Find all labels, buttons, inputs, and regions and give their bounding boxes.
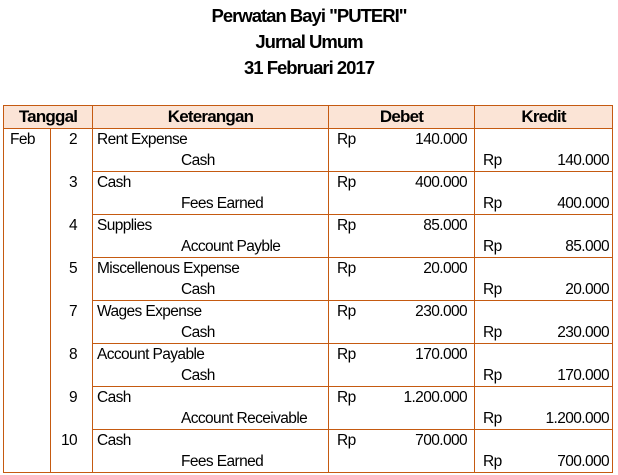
credit-amount-empty xyxy=(511,344,613,366)
entry-day: 5 xyxy=(51,258,93,301)
debit-amount-empty xyxy=(371,408,475,430)
debit-currency-empty xyxy=(329,236,371,258)
credit-currency: Rp xyxy=(475,408,511,430)
debit-currency: Rp xyxy=(337,174,356,191)
debit-amount: 400.000 xyxy=(371,172,475,194)
debit-currency: Rp xyxy=(337,346,356,363)
credit-account: Cash xyxy=(93,365,329,387)
credit-currency: Rp xyxy=(475,451,511,473)
credit-currency: Rp xyxy=(475,150,511,172)
credit-account: Account Receivable xyxy=(93,408,329,430)
credit-account: Cash xyxy=(93,322,329,344)
table-header-row xyxy=(4,106,613,129)
debit-amount-empty xyxy=(371,193,475,215)
journal-entry-debit-row xyxy=(4,258,613,280)
debit-currency: Rp xyxy=(337,432,356,449)
debit-currency-empty xyxy=(329,193,371,215)
credit-amount-empty xyxy=(511,387,613,409)
credit-amount: 400.000 xyxy=(511,193,613,215)
journal-entry-debit-row xyxy=(4,129,613,151)
credit-currency: Rp xyxy=(475,279,511,301)
debit-amount: 170.000 xyxy=(371,344,475,366)
credit-currency-empty xyxy=(475,301,511,323)
journal-entry-credit-row xyxy=(4,279,613,301)
credit-amount: 700.000 xyxy=(511,451,613,473)
company-name: Perwatan Bayi "PUTERI" xyxy=(211,5,407,26)
debit-account: Cash xyxy=(93,172,329,194)
credit-account: Fees Earned xyxy=(93,451,329,473)
journal-entry-debit-row xyxy=(4,172,613,194)
debit-amount: 1.200.000 xyxy=(371,387,475,409)
debit-amount-empty xyxy=(371,236,475,258)
credit-amount: 170.000 xyxy=(511,365,613,387)
column-header-debet: Debet xyxy=(329,106,475,129)
credit-amount-empty xyxy=(511,129,613,151)
credit-amount-empty xyxy=(511,215,613,237)
credit-account: Account Payble xyxy=(93,236,329,258)
journal-entry-credit-row xyxy=(4,236,613,258)
credit-currency: Rp xyxy=(475,236,511,258)
credit-currency-empty xyxy=(475,215,511,237)
general-journal-table xyxy=(3,105,613,473)
debit-currency: Rp xyxy=(337,217,356,234)
credit-amount-empty xyxy=(511,172,613,194)
column-header-keterangan: Keterangan xyxy=(93,106,329,129)
debit-amount: 140.000 xyxy=(371,129,475,151)
journal-entry-credit-row xyxy=(4,150,613,172)
debit-amount: 20.000 xyxy=(371,258,475,280)
journal-entry-debit-row xyxy=(4,387,613,409)
credit-amount-empty xyxy=(511,301,613,323)
journal-entry-debit-row xyxy=(4,430,613,452)
journal-entry-credit-row xyxy=(4,193,613,215)
credit-account: Cash xyxy=(93,279,329,301)
debit-amount: 700.000 xyxy=(371,430,475,452)
credit-currency-empty xyxy=(475,387,511,409)
credit-currency-empty xyxy=(475,129,511,151)
entry-day: 7 xyxy=(51,301,93,344)
debit-currency-empty xyxy=(329,322,371,344)
journal-header xyxy=(0,3,618,81)
debit-currency-empty xyxy=(329,408,371,430)
debit-currency: Rp xyxy=(337,389,356,406)
debit-account: Rent Expense xyxy=(93,129,329,151)
credit-amount: 140.000 xyxy=(511,150,613,172)
credit-amount: 85.000 xyxy=(511,236,613,258)
debit-amount-empty xyxy=(371,322,475,344)
debit-amount: 230.000 xyxy=(371,301,475,323)
journal-date: 31 Februari 2017 xyxy=(243,57,375,78)
credit-currency-empty xyxy=(475,258,511,280)
debit-account: Account Payable xyxy=(93,344,329,366)
credit-amount: 1.200.000 xyxy=(511,408,613,430)
entry-day: 10 xyxy=(51,430,93,473)
debit-account: Miscellenous Expense xyxy=(93,258,329,280)
credit-currency: Rp xyxy=(475,193,511,215)
debit-currency: Rp xyxy=(337,131,356,148)
journal-body xyxy=(4,129,613,473)
entry-day: 2 xyxy=(51,129,93,172)
credit-amount-empty xyxy=(511,258,613,280)
entry-day: 3 xyxy=(51,172,93,215)
entry-day: 8 xyxy=(51,344,93,387)
credit-account: Cash xyxy=(93,150,329,172)
credit-currency: Rp xyxy=(475,322,511,344)
debit-currency: Rp xyxy=(337,260,356,277)
debit-amount-empty xyxy=(371,451,475,473)
journal-entry-credit-row xyxy=(4,408,613,430)
credit-currency-empty xyxy=(475,172,511,194)
debit-account: Cash xyxy=(93,430,329,452)
journal-entry-credit-row xyxy=(4,451,613,473)
debit-account: Wages Expense xyxy=(93,301,329,323)
credit-currency-empty xyxy=(475,430,511,452)
debit-amount-empty xyxy=(371,365,475,387)
journal-entry-debit-row xyxy=(4,344,613,366)
column-header-kredit: Kredit xyxy=(475,106,613,129)
journal-entry-credit-row xyxy=(4,365,613,387)
debit-currency-empty xyxy=(329,279,371,301)
credit-amount-empty xyxy=(511,430,613,452)
journal-entry-debit-row xyxy=(4,301,613,323)
credit-currency: Rp xyxy=(475,365,511,387)
debit-currency-empty xyxy=(329,150,371,172)
debit-account: Supplies xyxy=(93,215,329,237)
credit-amount: 20.000 xyxy=(511,279,613,301)
entry-month: Feb xyxy=(4,129,51,473)
debit-account: Cash xyxy=(93,387,329,409)
journal-title: Jurnal Umum xyxy=(255,31,363,52)
entry-day: 4 xyxy=(51,215,93,258)
credit-currency-empty xyxy=(475,344,511,366)
debit-currency: Rp xyxy=(337,303,356,320)
column-header-tanggal: Tanggal xyxy=(4,106,93,129)
debit-currency-empty xyxy=(329,365,371,387)
debit-amount-empty xyxy=(371,279,475,301)
credit-amount: 230.000 xyxy=(511,322,613,344)
debit-currency-empty xyxy=(329,451,371,473)
journal-entry-debit-row xyxy=(4,215,613,237)
debit-amount-empty xyxy=(371,150,475,172)
entry-day: 9 xyxy=(51,387,93,430)
debit-amount: 85.000 xyxy=(371,215,475,237)
journal-entry-credit-row xyxy=(4,322,613,344)
credit-account: Fees Earned xyxy=(93,193,329,215)
